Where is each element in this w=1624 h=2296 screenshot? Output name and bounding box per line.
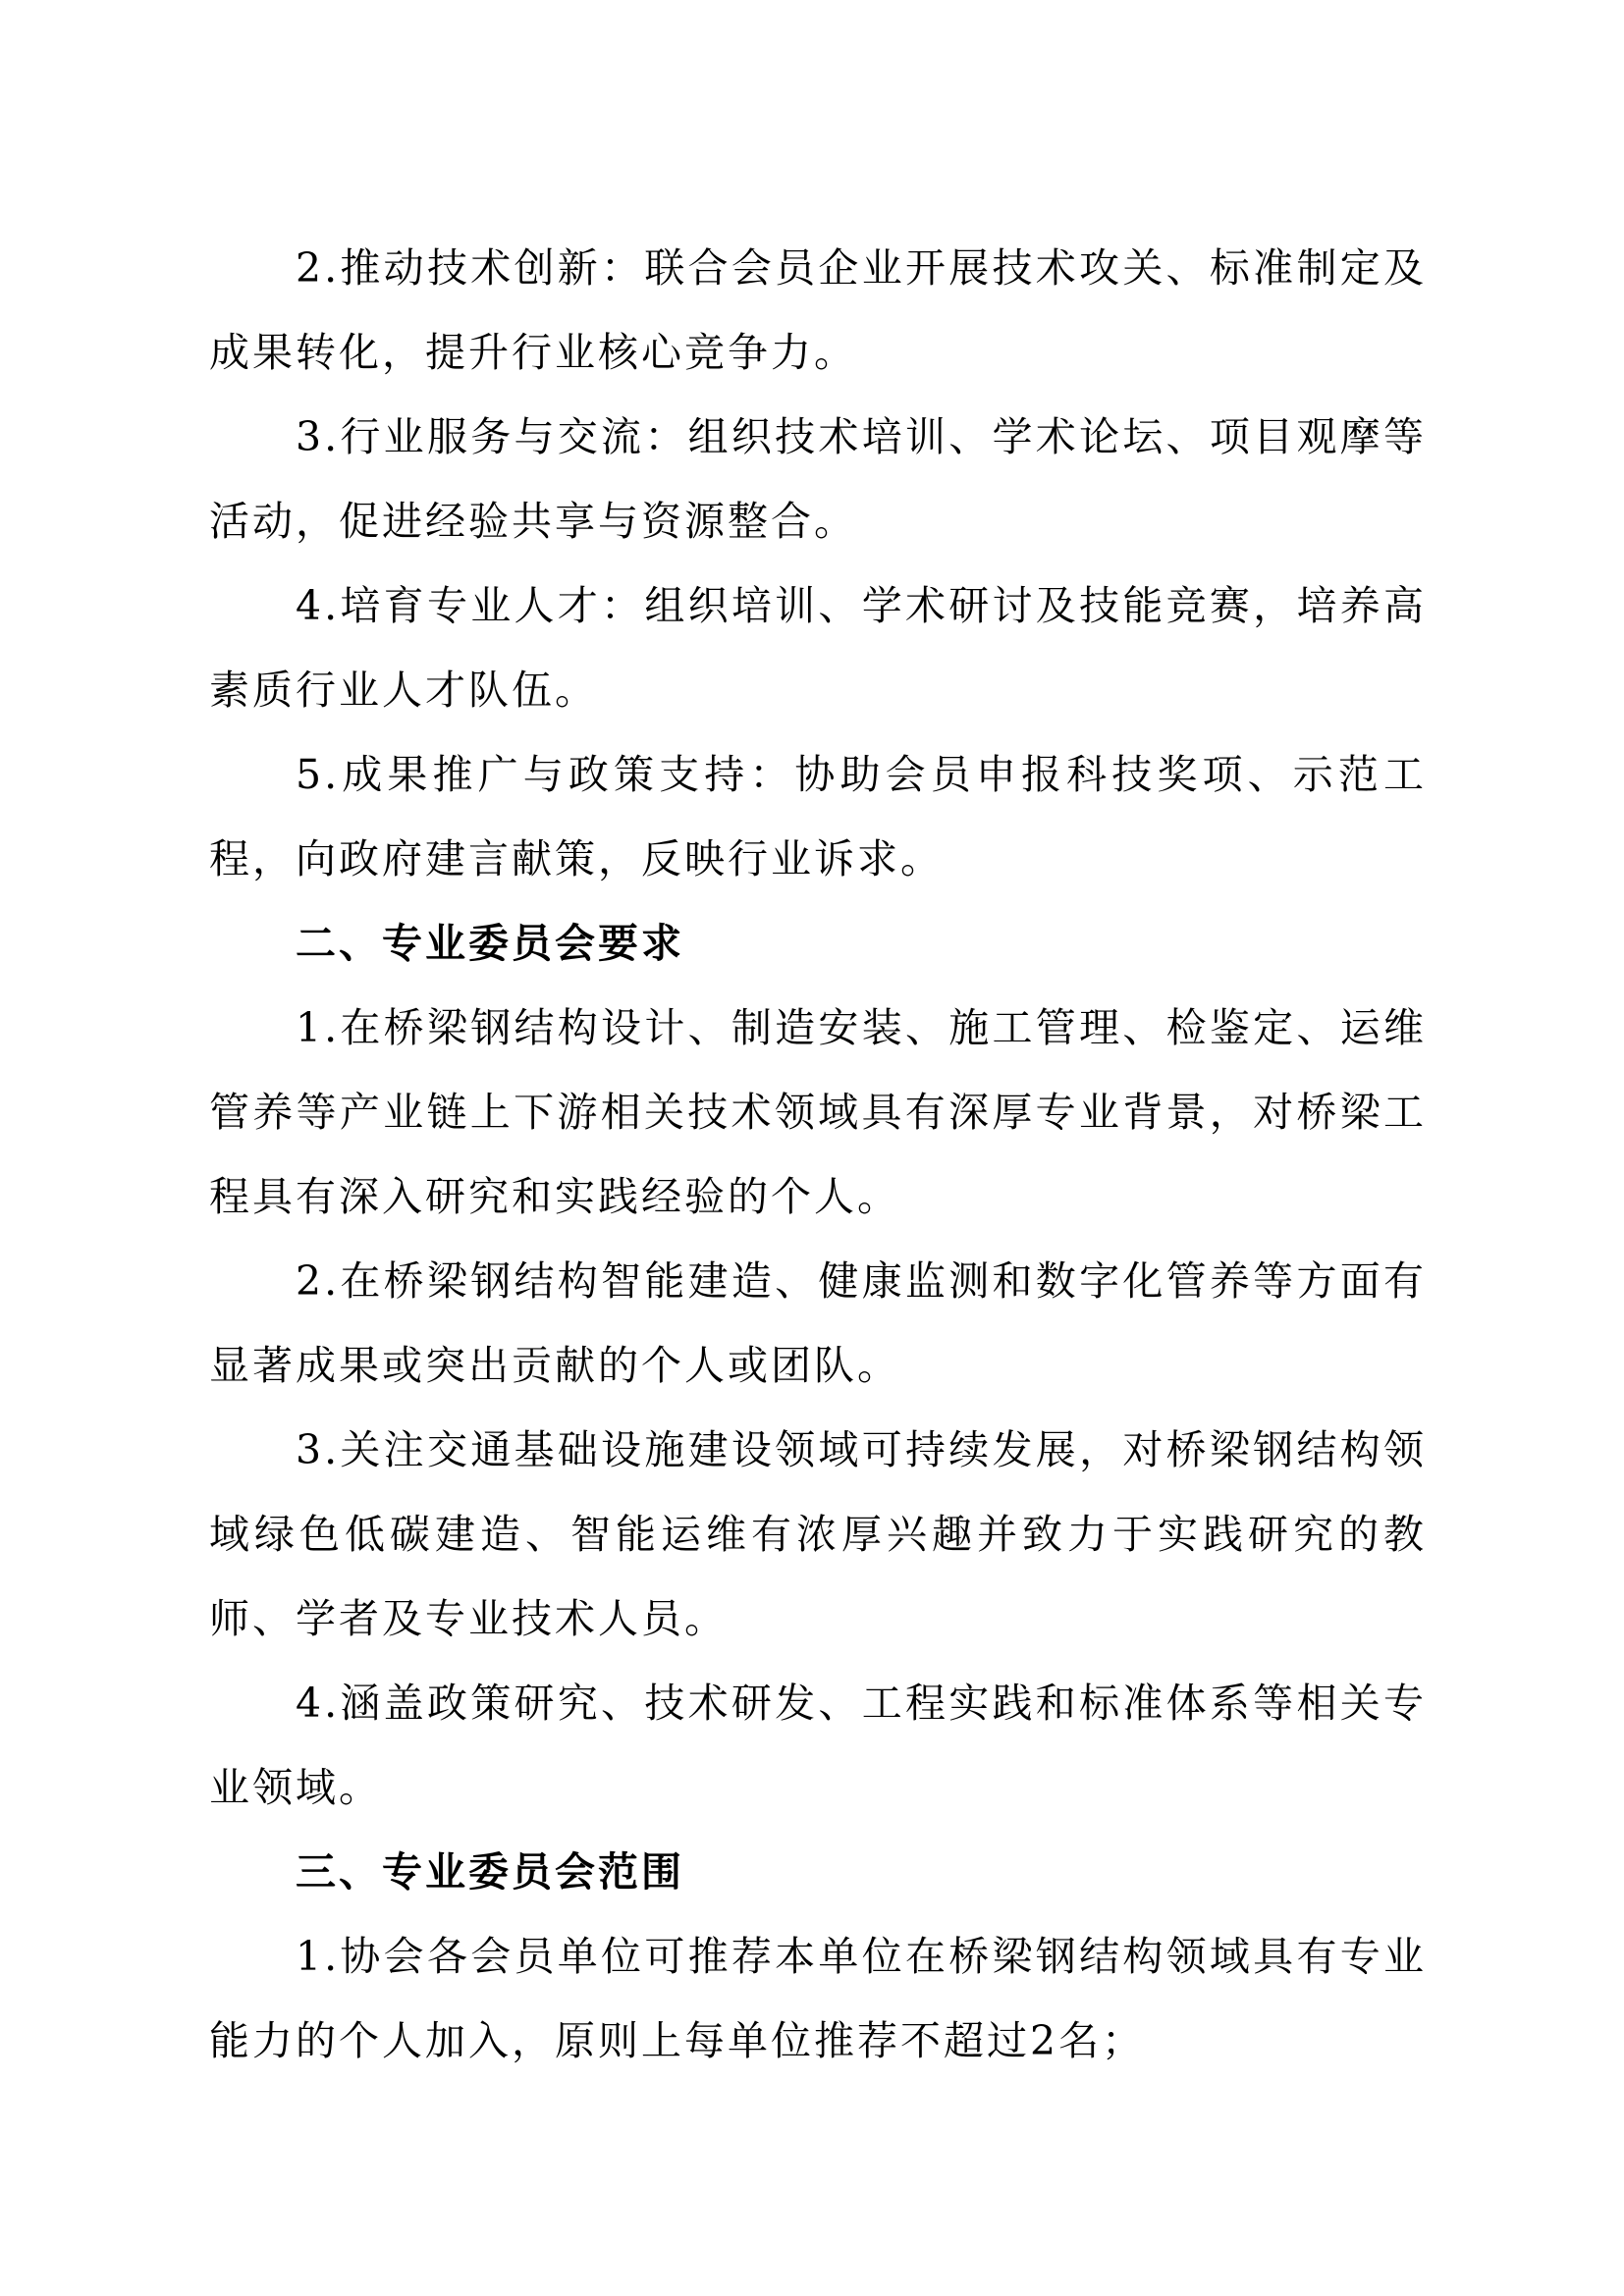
section-heading-scope: 三、专业委员会范围 — [296, 1848, 684, 1896]
paragraph-requirement-4: 4.涵盖政策研究、技术研发、工程实践和标准体系等相关专业领域。 — [209, 1680, 1427, 1811]
section-heading-requirements: 二、专业委员会要求 — [296, 920, 684, 967]
document-body — [209, 226, 1427, 2083]
paragraph-goal-5: 5.成果推广与政策支持：协助会员申报科技奖项、示范工程，向政府建言献策，反映行业诉求。 — [209, 751, 1427, 882]
paragraph-requirement-2: 2.在桥梁钢结构智能建造、健康监测和数字化管养等方面有显著成果或突出贡献的个人或团队。 — [209, 1257, 1427, 1389]
paragraph-goal-4: 4.培育专业人才：组织培训、学术研讨及技能竞赛，培养高素质行业人才队伍。 — [209, 582, 1427, 714]
paragraph-requirement-3: 3.关注交通基础设施建设领域可持续发展，对桥梁钢结构领域绿色低碳建造、智能运维有浓厚兴趣并致力于实践研究的教师、学者及专业技术人员。 — [209, 1426, 1427, 1642]
paragraph-goal-2: 2.推动技术创新：联合会员企业开展技术攻关、标准制定及成果转化，提升行业核心竞争力。 — [209, 244, 1427, 376]
paragraph-scope-1: 1.协会各会员单位可推荐本单位在桥梁钢结构领域具有专业能力的个人加入，原则上每单位推荐不超过2名； — [209, 1933, 1427, 2064]
paragraph-goal-3: 3.行业服务与交流：组织技术培训、学术论坛、项目观摩等活动，促进经验共享与资源整合。 — [209, 413, 1427, 545]
paragraph-requirement-1: 1.在桥梁钢结构设计、制造安装、施工管理、检鉴定、运维管养等产业链上下游相关技术领域具有深厚专业背景，对桥梁工程具有深入研究和实践经验的个人。 — [209, 1004, 1427, 1220]
